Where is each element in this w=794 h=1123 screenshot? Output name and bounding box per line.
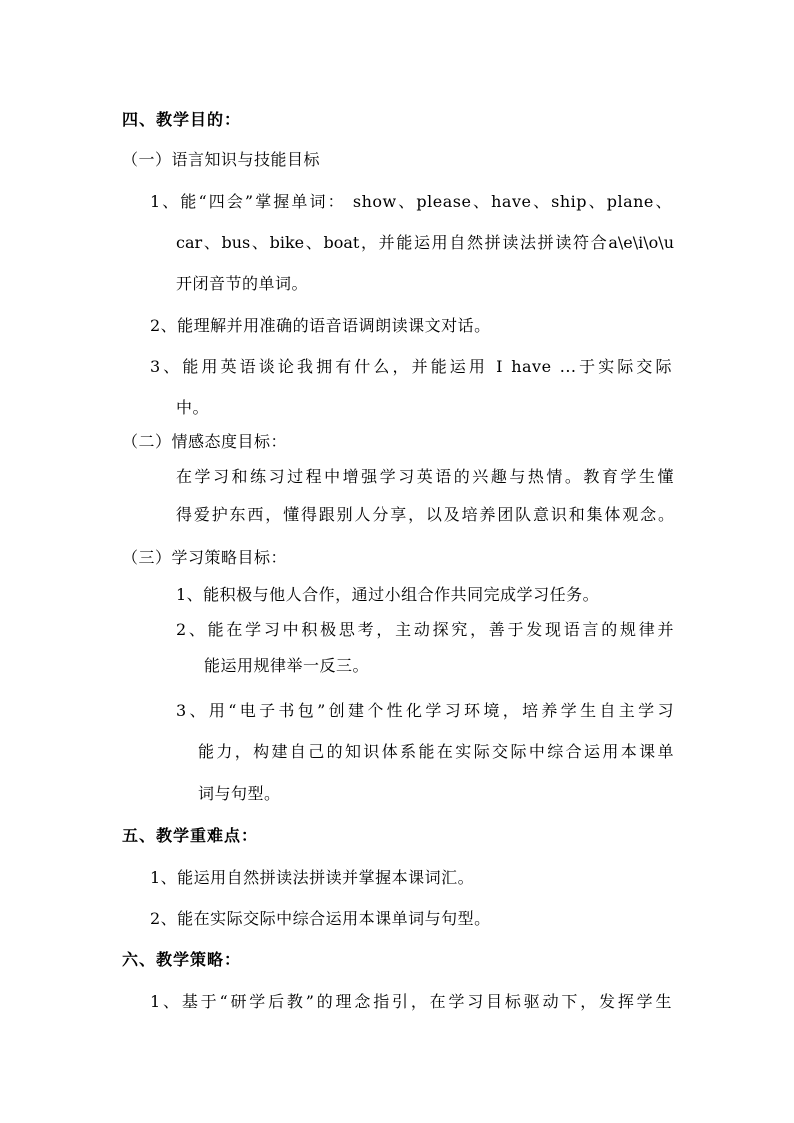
key-point-1: 1、能运用自然拼读法拼读并掌握本课词汇。 [150, 868, 475, 887]
objective-1-line-3: 开闭音节的单词。 [176, 274, 309, 293]
objective-1-line-2: car、bus、bike、boat，并能运用自然拼读法拼读符合a\e\i\o\u [176, 233, 674, 252]
subsection-emotional-attitude-heading: （二）情感态度目标： [122, 432, 288, 451]
strategy-3-line-1: 3、用“电子书包”创建个性化学习环境，培养学生自主学习 [176, 701, 674, 720]
objective-2: 2、能理解并用准确的语音语调朗读课文对话。 [150, 316, 491, 335]
section-six-heading: 六、教学策略： [122, 950, 242, 969]
strategy-2-line-2: 能运用规律举一反三。 [204, 656, 370, 675]
emotional-goal-line-1: 在学习和练习过程中增强学习英语的兴趣与热情。教育学生懂 [176, 467, 674, 486]
strategy-1: 1、能积极与他人合作，通过小组合作共同完成学习任务。 [176, 585, 600, 604]
emotional-goal-line-2: 得爱护东西，懂得跟别人分享，以及培养团队意识和集体观念。 [176, 505, 674, 524]
objective-3-line-2: 中。 [176, 398, 210, 417]
subsection-language-knowledge-heading: （一）语言知识与技能目标 [122, 150, 321, 169]
teaching-strategy-1-line-1: 1、基于“研学后教”的理念指引，在学习目标驱动下，发挥学生 [150, 992, 672, 1011]
section-four-heading: 四、教学目的： [122, 110, 242, 129]
strategy-3-line-2: 能力，构建自己的知识体系能在实际交际中综合运用本课单 [198, 742, 674, 761]
strategy-3-line-3: 词与句型。 [198, 784, 281, 803]
subsection-learning-strategy-heading: （三）学习策略目标： [122, 548, 288, 567]
section-five-heading: 五、教学重难点： [122, 826, 259, 845]
key-point-2: 2、能在实际交际中综合运用本课单词与句型。 [150, 909, 491, 928]
objective-3-line-1: 3、能用英语谈论我拥有什么，并能运用 I have ...于实际交际 [150, 357, 672, 376]
strategy-2-line-1: 2、能在学习中积极思考，主动探究，善于发现语言的规律并 [176, 620, 674, 639]
objective-1-line-1: 1、能“四会”掌握单词： show、please、have、ship、plane、 [150, 192, 672, 211]
